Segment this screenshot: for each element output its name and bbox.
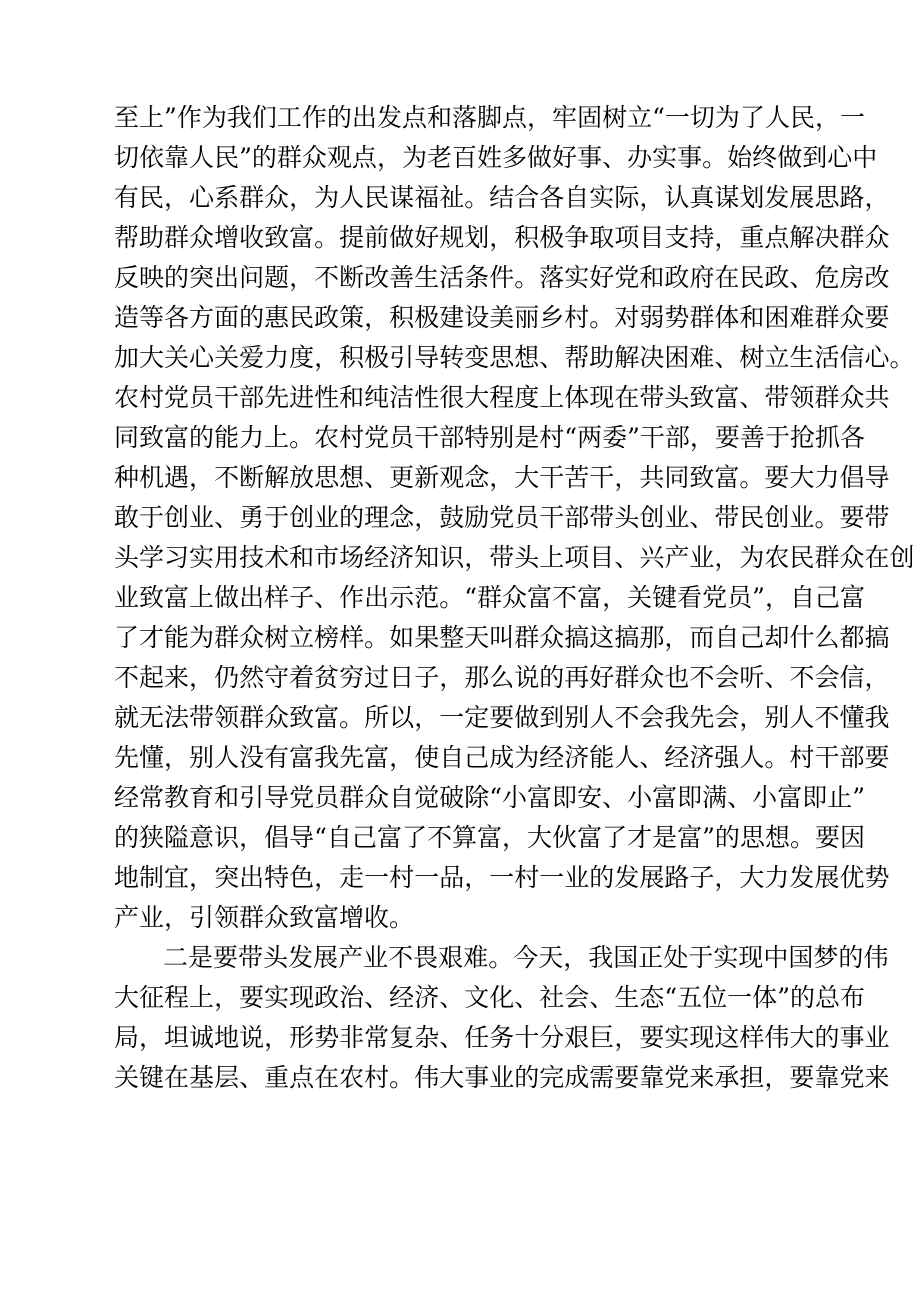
- text-line: 切 依 靠 人 民 ” 的 群 众 观 点 ， 为 老 百 姓 多 做 好 事 、 办 实 事 。 始 终 做 到 心 中: [114, 143, 878, 172]
- text-line: 敢 于 创 业 、 勇 于 创 业 的 理 念 ， 鼓 励 党 员 干 部 带 头 创 业 、 带 民 创 业 。 要 带: [114, 503, 890, 532]
- text-line: 同 致 富 的 能 力 上 。 农 村 党 员 干 部 特 别 是 村 “ 两 委 ” 干 部 ， 要 善 于 抢 抓 各: [114, 423, 866, 452]
- text-line: 至 上 ” 作 为 我 们 工 作 的 出 发 点 和 落 脚 点 ， 牢 固 树 立 “ 一 切 为 了 人 民 ， 一: [114, 103, 866, 132]
- text-line: 地 制 宜 ， 突 出 特 色 ， 走 一 村 一 品 ， 一 村 一 业 的 发 展 路 子 ， 大 力 发 展 优 势: [114, 863, 890, 892]
- text-line: 二 是 要 带 头 发 展 产 业 不 畏 艰 难 。 今 天 ， 我 国 正 处 于 实 现 中 国 梦 的 伟: [163, 943, 889, 972]
- text-line: 的 狭 隘 意 识 ， 倡 导 “ 自 己 富 了 不 算 富 ， 大 伙 富 了 才 是 富 ” 的 思 想 。 要 因: [114, 823, 866, 852]
- paragraph-2: [114, 938, 890, 1098]
- text-line: 先 懂 ， 别 人 没 有 富 我 先 富 ， 使 自 己 成 为 经 济 能 人 、 经 济 强 人 。 村 干 部 要: [114, 743, 890, 772]
- text-line: 业 致 富 上 做 出 样 子 、 作 出 示 范 。 “ 群 众 富 不 富 ， 关 键 看 党 员 ” ， 自 己 富: [114, 583, 866, 612]
- text-line: 种 机 遇 ， 不 断 解 放 思 想 、 更 新 观 念 ， 大 干 苦 干 ， 共 同 致 富 。 要 大 力 倡 导: [114, 463, 890, 492]
- text-line: 头 学 习 实 用 技 术 和 市 场 经 济 知 识 ， 带 头 上 项 目 、 兴 产 业 ， 为 农 民 群 众 在 创: [114, 543, 915, 572]
- text-line: 有 民 ， 心 系 群 众 ， 为 人 民 谋 福 祉 。 结 合 各 自 实 际 ， 认 真 谋 划 发 展 思 路 ，: [114, 183, 890, 212]
- text-line: 加 大 关 心 关 爱 力 度 ， 积 极 引 导 转 变 思 想 、 帮 助 解 决 困 难 、 树 立 生 活 信 心 。: [114, 343, 915, 372]
- paragraph-1: [114, 98, 915, 938]
- text-line: 造 等 各 方 面 的 惠 民 政 策 ， 积 极 建 设 美 丽 乡 村 。 对 弱 势 群 体 和 困 难 群 众 要: [114, 303, 890, 332]
- body-text: [114, 98, 915, 1098]
- text-line: 就 无 法 带 领 群 众 致 富 。 所 以 ， 一 定 要 做 到 别 人 不 会 我 先 会 ， 别 人 不 懂 我: [114, 703, 890, 732]
- text-line: 经 常 教 育 和 引 导 党 员 群 众 自 觉 破 除 “ 小 富 即 安 、 小 富 即 满 、 小 富 即 止 ”: [114, 783, 866, 812]
- text-line: 产业，引领群众致富增收。: [114, 903, 415, 932]
- text-line: 帮 助 群 众 增 收 致 富 。 提 前 做 好 规 划 ， 积 极 争 取 项 目 支 持 ， 重 点 解 决 群 众: [114, 223, 890, 252]
- text-line: 关 键 在 基 层 、 重 点 在 农 村 。 伟 大 事 业 的 完 成 需 要 靠 党 来 承 担 ， 要 靠 党 来: [114, 1063, 890, 1092]
- text-line: 农 村 党 员 干 部 先 进 性 和 纯 洁 性 很 大 程 度 上 体 现 在 带 头 致 富 、 带 领 群 众 共: [114, 383, 890, 412]
- text-line: 反 映 的 突 出 问 题 ， 不 断 改 善 生 活 条 件 。 落 实 好 党 和 政 府 在 民 政 、 危 房 改: [114, 263, 890, 292]
- text-line: 不 起 来 ， 仍 然 守 着 贫 穷 过 日 子 ， 那 么 说 的 再 好 群 众 也 不 会 听 、 不 会 信 ，: [114, 663, 890, 692]
- text-line: 局 ， 坦 诚 地 说 ， 形 势 非 常 复 杂 、 任 务 十 分 艰 巨 ， 要 实 现 这 样 伟 大 的 事 业: [114, 1023, 890, 1052]
- text-line: 大 征 程 上 ， 要 实 现 政 治 、 经 济 、 文 化 、 社 会 、 生 态 “ 五 位 一 体 ” 的 总 布: [114, 983, 866, 1012]
- text-line: 了 才 能 为 群 众 树 立 榜 样 。 如 果 整 天 叫 群 众 搞 这 搞 那 ， 而 自 己 却 什 么 都 搞: [114, 623, 890, 652]
